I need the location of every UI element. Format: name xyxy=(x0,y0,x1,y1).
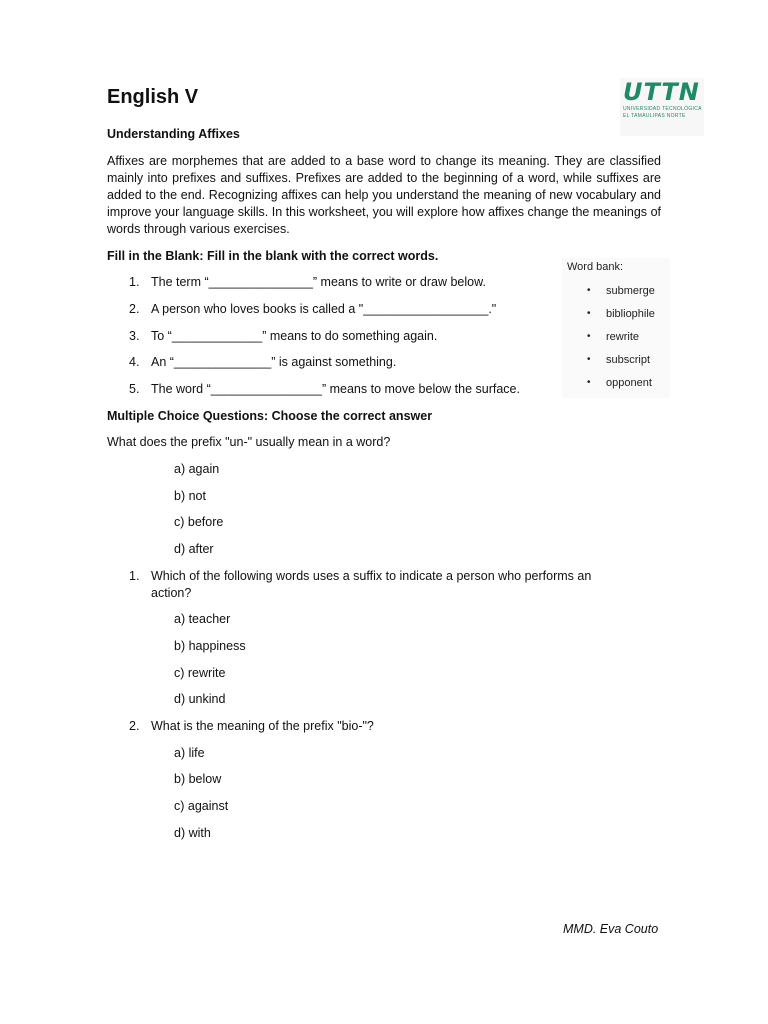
answer-option: b) below xyxy=(174,772,222,786)
word-bank-item: subscript xyxy=(606,354,651,366)
fill-item-number: 5. xyxy=(129,382,140,396)
word-bank-item: rewrite xyxy=(606,331,640,343)
page-title: English V xyxy=(107,86,199,108)
bullet-icon: • xyxy=(587,331,591,342)
word-bank-item: submerge xyxy=(606,285,655,297)
fill-item-text: An “______________” is against something. xyxy=(151,355,397,369)
multiple-choice-heading: Multiple Choice Questions: Choose the correct answer xyxy=(107,409,433,423)
word-bank xyxy=(562,258,670,398)
question-text: Which of the following words uses a suffix to indicate a person who performs an xyxy=(151,569,592,583)
intro-line: change the meanings of words through various exercises. xyxy=(107,205,661,236)
answer-option: c) rewrite xyxy=(174,666,226,680)
intro-line: vocabulary and improve your language skills. In this worksheet, you will explore how affixes xyxy=(107,188,662,219)
section-heading: Understanding Affixes xyxy=(107,127,240,141)
question-text: What is the meaning of the prefix "bio-"? xyxy=(151,719,374,733)
question-number: 1. xyxy=(129,569,140,583)
fill-item-number: 3. xyxy=(129,329,140,343)
fill-item-text: A person who loves books is called a "__________________." xyxy=(151,302,497,316)
answer-option: c) against xyxy=(174,799,229,813)
university-logo xyxy=(620,78,704,136)
author-signature: MMD. Eva Couto xyxy=(563,922,659,936)
intro-paragraph xyxy=(107,153,661,238)
answer-option: a) again xyxy=(174,462,220,476)
answer-option: a) life xyxy=(174,746,205,760)
answer-option: b) happiness xyxy=(174,639,246,653)
fill-item-text: The word “________________” means to move below the surface. xyxy=(151,382,520,396)
word-bank-item: opponent xyxy=(606,377,652,389)
question-text: What does the prefix "un-" usually mean in a word? xyxy=(107,435,391,449)
fill-item-number: 2. xyxy=(129,302,140,316)
word-bank-title: Word bank: xyxy=(567,261,624,273)
fill-item-text: To “_____________” means to do something again. xyxy=(151,329,438,343)
intro-line: mainly into prefixes and suffixes. Prefixes are added to the beginning of a word, while suffixes xyxy=(107,171,643,185)
bullet-icon: • xyxy=(587,285,591,296)
fill-item-number: 4. xyxy=(129,355,140,369)
question-text-continued: action? xyxy=(151,586,192,600)
logo-text: UTTN xyxy=(623,78,700,106)
answer-option: a) teacher xyxy=(174,612,231,626)
bullet-icon: • xyxy=(587,308,591,319)
bullet-icon: • xyxy=(587,354,591,365)
fill-blank-heading: Fill in the Blank: Fill in the blank with the correct words. xyxy=(107,249,439,263)
intro-line: are added to the end. Recognizing affixes can help you understand the meaning of new xyxy=(107,171,661,202)
word-bank-item: bibliophile xyxy=(606,308,655,320)
answer-option: d) with xyxy=(174,826,211,840)
answer-option: b) not xyxy=(174,489,206,503)
question-number: 2. xyxy=(129,719,140,733)
intro-line: Affixes are morphemes that are added to a base word to change its meaning. They are classified xyxy=(107,154,661,168)
logo-line-1: UNIVERSIDAD TECNOLÓGICA xyxy=(623,106,702,112)
answer-option: c) before xyxy=(174,515,224,529)
answer-option: d) unkind xyxy=(174,692,226,706)
answer-option: d) after xyxy=(174,542,214,556)
logo-line-2: EL TAMAULIPAS NORTE xyxy=(623,113,686,119)
bullet-icon: • xyxy=(587,377,591,388)
fill-item-text: The term “_______________” means to write or draw below. xyxy=(151,275,486,289)
fill-item-number: 1. xyxy=(129,275,140,289)
